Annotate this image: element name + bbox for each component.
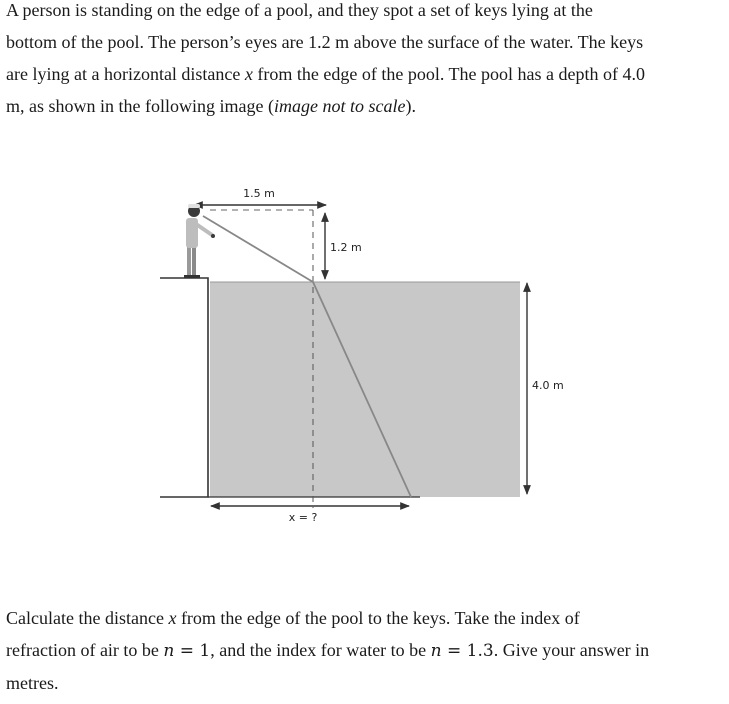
intro-line-2: bottom of the pool. The person’s eyes are 1.2 m above the surface of the water. The keys bbox=[6, 32, 644, 52]
question-line-1a: Calculate the distance bbox=[6, 608, 169, 628]
question-line-2a: refraction of air to be bbox=[6, 640, 164, 660]
intro-line-4b: ). bbox=[405, 96, 416, 116]
width-label: 1.5 m bbox=[243, 187, 275, 200]
pool-edge-ground bbox=[160, 278, 208, 497]
intro-line-1: A person is standing on the edge of a pool, and they spot a set of keys lying at the bbox=[6, 0, 593, 20]
question-line-3: metres. bbox=[6, 673, 59, 693]
problem-intro bbox=[6, 0, 721, 122]
x-label: x = ? bbox=[288, 511, 318, 524]
problem-question bbox=[6, 602, 721, 699]
intro-line-3a: are lying at a horizontal distance bbox=[6, 64, 245, 84]
person-figure bbox=[184, 204, 215, 278]
depth-label: 4.0 m bbox=[532, 379, 564, 392]
variable-n-air: n bbox=[163, 641, 175, 661]
light-ray bbox=[203, 216, 411, 497]
question-line-1b: from the edge of the pool to the keys. Take the index of bbox=[176, 608, 580, 628]
question-line-2b: , and the index for water to be bbox=[210, 640, 431, 660]
variable-x: x bbox=[168, 608, 177, 628]
question-line-2c: . Give your answer in bbox=[493, 640, 650, 660]
variable-x: x bbox=[244, 64, 253, 84]
value-n-water: = 1.3 bbox=[441, 641, 494, 661]
intro-line-4a: m, as shown in the following image ( bbox=[6, 96, 274, 116]
not-to-scale-note: image not to scale bbox=[273, 96, 406, 116]
eye-height-label: 1.2 m bbox=[330, 241, 362, 254]
variable-n-water: n bbox=[430, 641, 442, 661]
intro-line-3b: from the edge of the pool. The pool has a depth of 4.0 bbox=[252, 64, 645, 84]
value-n-air: = 1 bbox=[174, 641, 211, 661]
pool-water bbox=[210, 282, 520, 497]
